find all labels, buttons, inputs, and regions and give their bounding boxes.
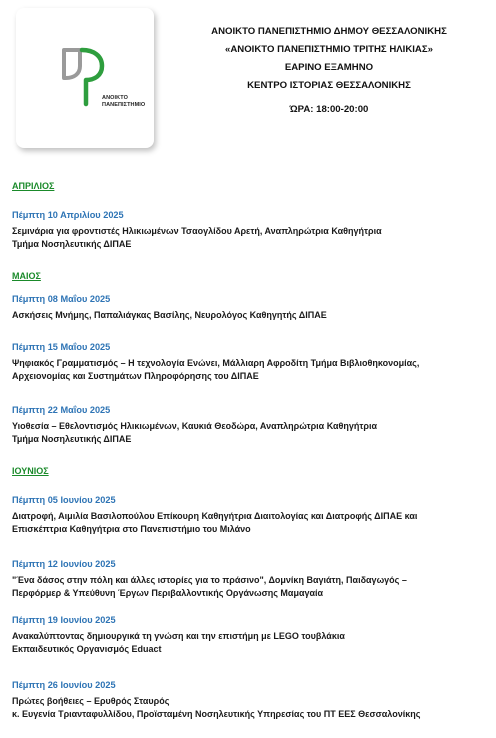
event-description: Ψηφιακός Γραμματισμός – Η τεχνολογία Ενώνει, Μάλλιαρη Αφροδίτη Τμήμα Βιβλιοθηκονομίας, Αρχειονομίας και Συστημάτων Πληροφόρησης του ΔΙΠΑΕ	[12, 358, 420, 381]
logo-card	[16, 8, 154, 148]
logo-line-1: ΑΝΟΙΚΤΟ	[102, 95, 128, 101]
header-line-3: ΕΑΡΙΝΟ ΕΞΑΜΗΝΟ	[284, 62, 374, 73]
event-description: "Ένα δάσος στην πόλη και άλλες ιστορίες για το πράσινο", Δομνίκη Βαγιάτη, Παιδαγωγός – Περφόρμερ & Υπεύθυνη Έργων Περιβαλλοντικής Οργάνωσης Μαμαγαία	[12, 575, 407, 598]
event-description: Πρώτες βοήθειες – Ερυθρός Σταυρός κ. Ευγενία Τριανταφυλλίδου, Προϊσταμένη Νοσηλευτικής Υπηρεσίας του ΠΤ ΕΕΣ Θεσσαλονίκης	[12, 696, 421, 719]
event-description: Σεμινάρια για φροντιστές Ηλικιωμένων Τσαογλίδου Αρετή, Αναπληρώτρια Καθηγήτρια Τμήμα Νοσηλευτικής ΔΙΠΑΕ	[12, 226, 382, 249]
month-heading-may: ΜΑΙΟΣ	[12, 271, 41, 281]
header	[170, 23, 488, 119]
event-entry	[12, 614, 492, 656]
month-heading-june: ΙΟΥΝΙΟΣ	[12, 466, 49, 476]
month-heading-april: ΑΠΡΙΛΙΟΣ	[12, 181, 55, 191]
event-description: Ανακαλύπτοντας δημιουργικά τη γνώση και την επιστήμη με LEGO τουβλάκια Εκπαιδευτικός Οργανισμός Eduact	[12, 631, 345, 654]
event-entry	[12, 341, 492, 383]
event-date: Πέμπτη 12 Ιουνίου 2025	[12, 559, 116, 569]
event-date: Πέμπτη 26 Ιουνίου 2025	[12, 680, 116, 690]
header-time: ΏΡΑ: 18:00-20:00	[289, 104, 369, 115]
event-entry	[12, 494, 492, 536]
event-entry	[12, 679, 492, 721]
logo-line-2: ΠΑΝΕΠΙΣΤΗΜΙΟ	[102, 102, 146, 108]
header-line-2: «ΑΝΟΙΚΤΟ ΠΑΝΕΠΙΣΤΗΜΙΟ ΤΡΙΤΗΣ ΗΛΙΚΙΑΣ»	[225, 44, 433, 55]
event-description: Διατροφή, Αιμιλία Βασιλοπούλου Επίκουρη Καθηγήτρια Διαιτολογίας και Διατροφής ΔΙΠΑΕ και Επισκέπτρια Καθηγήτρια στο Πανεπιστήμιο του Μιλάνο	[12, 511, 418, 534]
event-date: Πέμπτη 10 Απριλίου 2025	[12, 210, 124, 220]
header-line-1: ΑΝΟΙΚΤΟ ΠΑΝΕΠΙΣΤΗΜΙΟ ΔΗΜΟΥ ΘΕΣΣΑΛΟΝΙΚΗΣ	[211, 26, 447, 37]
open-university-logo-icon	[60, 44, 108, 108]
event-date: Πέμπτη 22 Μαΐου 2025	[12, 405, 111, 415]
logo-text	[102, 95, 145, 109]
event-description: Ασκήσεις Μνήμης, Παπαλιάγκας Βασίλης, Νευρολόγος Καθηγητής ΔΙΠΑΕ	[12, 310, 327, 320]
event-description: Υιοθεσία – Εθελοντισμός Ηλικιωμένων, Καυκιά Θεοδώρα, Αναπληρώτρια Καθηγήτρια Τμήμα Νοσηλευτικής ΔΙΠΑΕ	[12, 421, 378, 444]
header-line-4: ΚΕΝΤΡΟ ΙΣΤΟΡΙΑΣ ΘΕΣΣΑΛΟΝΙΚΗΣ	[247, 80, 411, 91]
event-date: Πέμπτη 15 Μαΐου 2025	[12, 342, 111, 352]
event-entry	[12, 558, 492, 600]
event-entry	[12, 209, 492, 251]
event-date: Πέμπτη 08 Μαΐου 2025	[12, 294, 111, 304]
event-date: Πέμπτη 05 Ιουνίου 2025	[12, 495, 116, 505]
event-entry	[12, 404, 492, 446]
event-entry	[12, 293, 492, 322]
event-date: Πέμπτη 19 Ιουνίου 2025	[12, 615, 116, 625]
